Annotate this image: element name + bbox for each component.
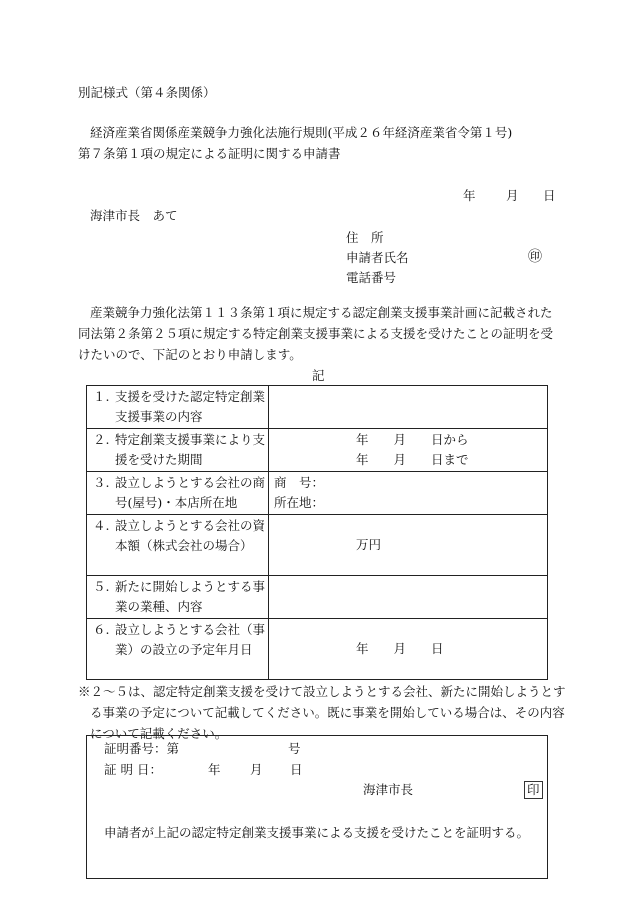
form-label: 別記様式（第４条関係） — [78, 85, 216, 100]
trade-name-label: 商 号： — [274, 475, 325, 490]
table-row — [87, 576, 548, 619]
address-label: 住 所 — [346, 230, 384, 245]
note-text: ※２～５は、認定特定創業支援を受けて設立しようとする会社、新たに開始しようとする事業の予定について記載してください。既に事業を開始している場合は、その内容について記載ください。 — [78, 684, 566, 741]
title-line-2: 第７条第１項の規定による証明に関する申請書 — [78, 146, 341, 161]
certificate-box — [86, 735, 548, 879]
row-number: ６. — [93, 622, 110, 637]
period-from: 年 月 日から — [356, 432, 469, 447]
row-number: １. — [93, 389, 110, 404]
title-line-1: 経済産業省関係産業競争力強化法施行規則(平成２６年経済産業省令第１号) — [90, 125, 513, 140]
table-row — [87, 619, 548, 680]
date-month: 月 — [506, 188, 519, 203]
location-label: 所在地： — [274, 495, 325, 510]
support-content-value — [269, 386, 548, 429]
row-number: ４. — [93, 518, 110, 533]
row-label: 設立しようとする会社（事業）の設立の予定年月日 — [115, 622, 266, 657]
addressee: 海津市長 あて — [90, 208, 178, 223]
applicant-seal-mark: ㊞ — [528, 249, 542, 265]
cert-number-label: 証明番号：第 — [104, 741, 180, 756]
cert-seal-mark: 印 — [524, 781, 543, 799]
row-label: 設立しようとする会社の資本額（株式会社の場合） — [115, 518, 266, 553]
table-row — [87, 386, 548, 429]
row-label: 支援を受けた認定特定創業支援事業の内容 — [115, 389, 266, 424]
cert-statement: 申請者が上記の認定特定創業支援事業による支援を受けたことを証明する。 — [104, 825, 530, 840]
date-year: 年 — [463, 188, 476, 203]
table-row — [87, 429, 548, 472]
planned-date: 年 月 日 — [356, 641, 444, 656]
row-number: ５. — [93, 579, 110, 594]
cert-date-month: 月 — [250, 762, 263, 777]
ki-heading: 記 — [312, 368, 325, 383]
cert-date-day: 日 — [290, 762, 303, 777]
cert-number-suffix: 号 — [288, 741, 301, 756]
phone-label: 電話番号 — [346, 270, 397, 285]
row-number: ３. — [93, 475, 110, 490]
cert-date-label: 証 明 日： — [104, 762, 162, 777]
date-day: 日 — [543, 188, 556, 203]
applicant-name-label: 申請者氏名 — [346, 250, 409, 265]
capital-unit: 万円 — [356, 537, 382, 552]
application-body-text: 産業競争力強化法第１１３条第１項に規定する認定創業支援事業計画に記載された同法第２条第２５項に規定する特定創業支援事業による支援を受けたことの証明を受けたいので、下記のとおり申請します。 — [78, 305, 554, 362]
cert-date-year: 年 — [208, 762, 221, 777]
row-label: 新たに開始しようとする事業の業種、内容 — [115, 579, 266, 614]
cert-issuer: 海津市長 — [363, 782, 414, 797]
row-number: ２. — [93, 432, 110, 447]
period-to: 年 月 日まで — [356, 452, 469, 467]
table-row — [87, 472, 548, 515]
table-row — [87, 515, 548, 576]
row-label: 設立しようとする会社の商号(屋号)・本店所在地 — [115, 475, 266, 510]
application-items-table — [86, 385, 548, 680]
business-type-value — [269, 576, 548, 619]
row-label: 特定創業支援事業により支援を受けた期間 — [115, 432, 266, 467]
